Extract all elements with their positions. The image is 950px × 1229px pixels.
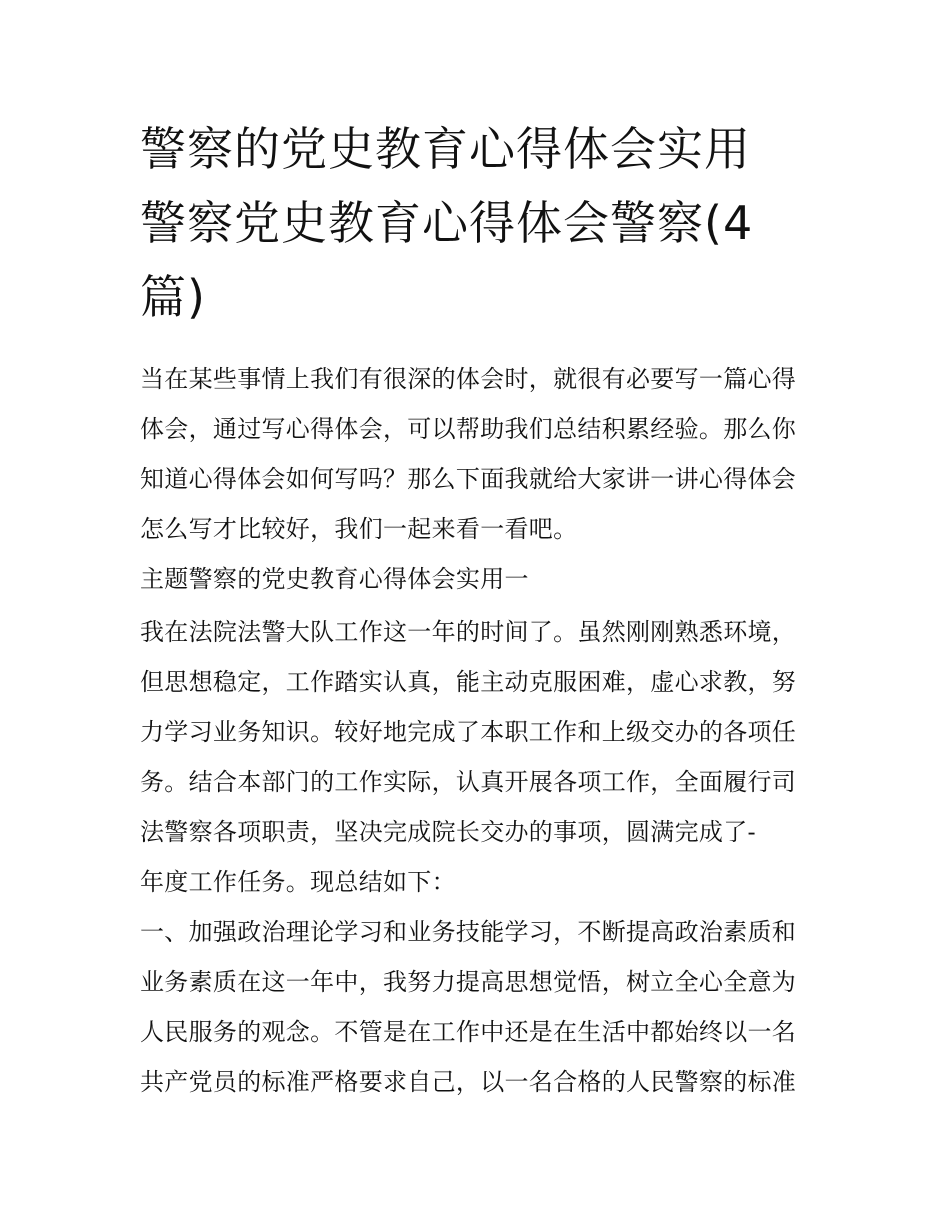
paragraph-line: 我在法院法警大队工作这一年的时间了。虽然刚刚熟悉环境， [140,618,797,646]
title-line: 警察党史教育心得体会警察(4 [140,196,754,250]
paragraph-line: 共产党员的标准严格要求自己，以一名合格的人民警察的标准 [140,1068,797,1096]
title-line: 警察的党史教育心得体会实用 [140,122,751,176]
paragraph-line: 法警察各项职责，坚决完成院长交办的事项，圆满完成了- [140,818,756,846]
paragraph-line: 人民服务的观念。不管是在工作中还是在生活中都始终以一名 [140,1018,797,1046]
paragraph-line: 体会，通过写心得体会，可以帮助我们总结积累经验。那么你 [140,415,797,443]
paragraph-line: 当在某些事情上我们有很深的体会时，就很有必要写一篇心得 [140,365,797,393]
paragraph-line: 力学习业务知识。较好地完成了本职工作和上级交办的各项任 [140,718,797,746]
document-title [140,112,820,334]
paragraph-line: 知道心得体会如何写吗？那么下面我就给大家讲一讲心得体会 [140,465,797,493]
paragraph-line: 一、加强政治理论学习和业务技能学习，不断提高政治素质和 [140,918,797,946]
paragraph-line: 但思想稳定，工作踏实认真，能主动克服困难，虚心求教，努 [140,668,797,696]
paragraph-line: 怎么写才比较好，我们一起来看一看吧。 [140,515,578,543]
paragraph-line: 年度工作任务。现总结如下： [140,868,456,896]
paragraph-line: 务。结合本部门的工作实际，认真开展各项工作，全面履行司 [140,768,797,796]
paragraph-line: 业务素质在这一年中，我努力提高思想觉悟，树立全心全意为 [140,968,797,996]
title-line: 篇) [140,270,206,324]
section-heading: 主题警察的党史教育心得体会实用一 [140,565,529,593]
